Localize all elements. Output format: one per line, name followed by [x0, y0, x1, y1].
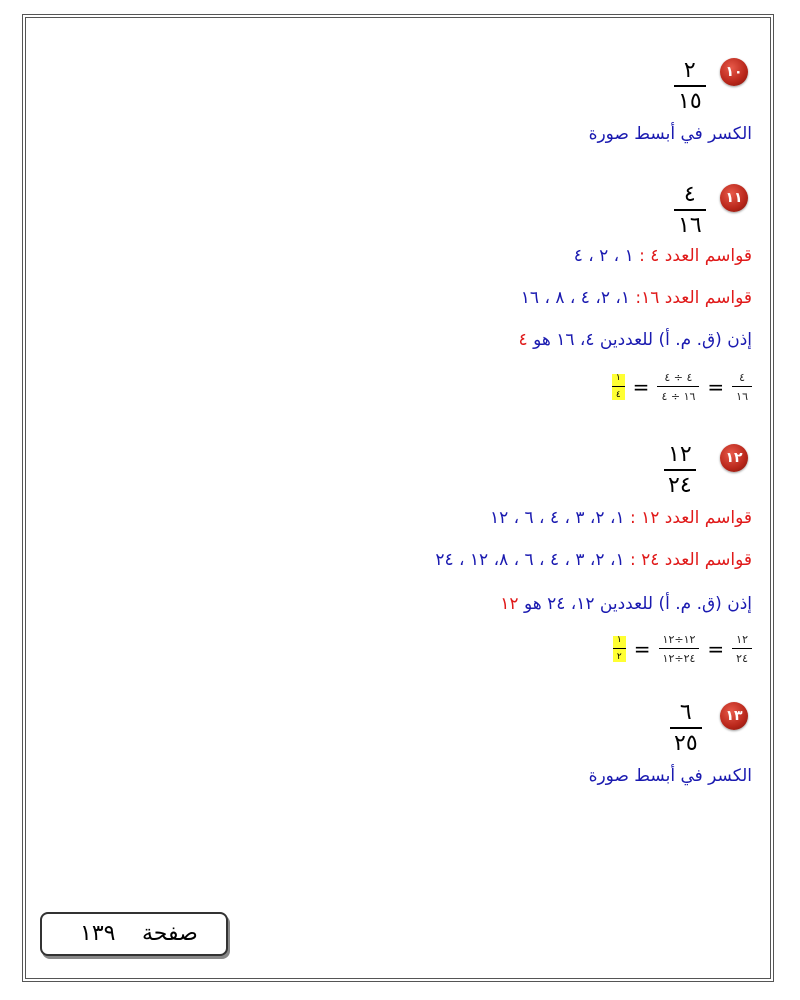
fraction-denominator: ٢٤: [664, 469, 696, 497]
fraction-numerator: ٢: [683, 58, 696, 83]
fraction-numerator: ١٢÷١٢: [662, 633, 696, 646]
page-number: ١٣٩: [80, 921, 116, 946]
factors-values: ١، ٢، ٣ ، ٤ ، ٦ ، ١٢: [489, 508, 625, 528]
factors-values: ١، ٢، ٣ ، ٤ ، ٦ ، ٨، ١٢ ، ٢٤: [435, 550, 625, 570]
fraction-denominator: ١٦: [732, 386, 752, 402]
problem-number-badge: ١٢: [720, 444, 748, 472]
factors-line: [521, 288, 752, 308]
gcf-value: ١٢: [500, 594, 519, 614]
fraction-denominator: ١٦ ÷ ٤: [657, 386, 699, 402]
problem-number-badge: ١٣: [720, 702, 748, 730]
equals-sign: =: [707, 375, 725, 399]
factors-values: ١، ٢، ٤ ، ٨ ، ١٦: [520, 288, 630, 308]
division-fraction: [657, 372, 699, 402]
factors-label: قواسم العدد ١٦:: [635, 288, 752, 308]
original-fraction: [732, 372, 752, 402]
fraction-denominator: ١٥: [674, 85, 706, 113]
fraction-denominator: ٢٤: [732, 648, 752, 664]
factors-line: [435, 550, 752, 570]
page-number-box: [40, 912, 228, 956]
equals-sign: =: [632, 375, 650, 399]
gcf-line: [519, 330, 752, 350]
factors-label: قواسم العدد ٢٤ :: [629, 550, 752, 570]
factors-line: [574, 246, 752, 266]
fraction-numerator: ٤ ÷ ٤: [664, 371, 693, 384]
fraction-numerator: ١٢: [668, 442, 692, 467]
equals-sign: =: [633, 637, 651, 661]
page-label: صفحة: [142, 921, 198, 946]
problem-fraction: [664, 444, 696, 497]
conclusion-text: الكسر في أبسط صورة: [588, 124, 752, 144]
fraction-numerator: ١٢: [736, 633, 748, 646]
fraction-numerator: ١: [616, 635, 622, 645]
simplification-equation: [612, 372, 752, 402]
fraction-numerator: ١: [615, 373, 621, 383]
fraction-denominator: ٢٥: [670, 727, 702, 755]
problem-number-badge: ١٠: [720, 58, 748, 86]
factors-line: [490, 508, 752, 528]
fraction-numerator: ٤: [683, 182, 696, 207]
page-border: [22, 14, 774, 982]
result-fraction: [612, 374, 625, 400]
problem-number-badge: ١١: [720, 184, 748, 212]
fraction-numerator: ٦: [679, 700, 692, 725]
fraction-denominator: ٤: [612, 386, 625, 400]
gcf-line: [500, 594, 752, 614]
factors-label: قواسم العدد ٤ :: [639, 246, 752, 266]
problem-fraction: [674, 60, 706, 113]
original-fraction: [732, 634, 752, 664]
problem-fraction: [674, 184, 706, 237]
equals-sign: =: [707, 637, 725, 661]
factors-label: قواسم العدد ١٢ :: [629, 508, 752, 528]
result-fraction: [613, 636, 626, 662]
factors-values: ١ ، ٢ ، ٤: [573, 246, 634, 266]
gcf-text: إذن (ق. م. أ) للعددين ١٢، ٢٤ هو: [523, 594, 752, 614]
simplification-equation: [613, 634, 752, 664]
fraction-denominator: ١٦: [674, 209, 706, 237]
problem-fraction: [670, 702, 702, 755]
fraction-numerator: ٤: [739, 371, 746, 384]
fraction-denominator: ٢٤÷١٢: [659, 648, 700, 664]
fraction-denominator: ٢: [613, 648, 626, 662]
gcf-value: ٤: [518, 330, 528, 350]
division-fraction: [659, 634, 700, 664]
conclusion-text: الكسر في أبسط صورة: [588, 766, 752, 786]
gcf-text: إذن (ق. م. أ) للعددين ٤، ١٦ هو: [533, 330, 752, 350]
